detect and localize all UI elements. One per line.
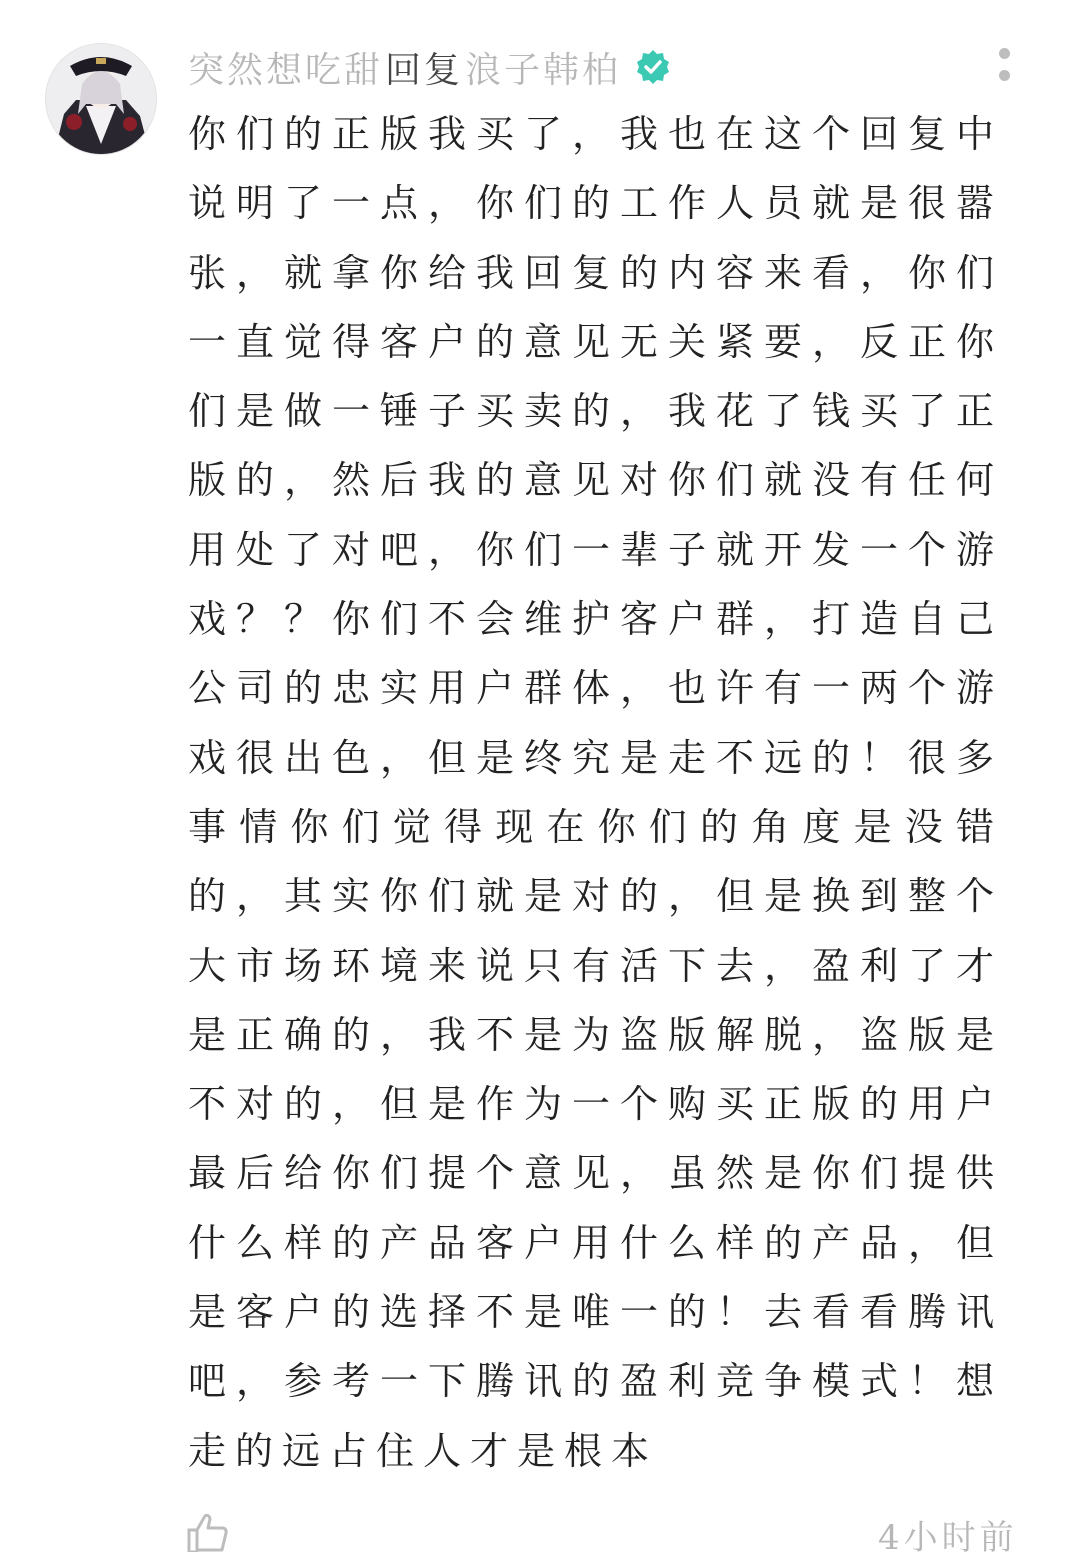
author-name[interactable]: 突然想吃甜	[188, 49, 384, 91]
timestamp: 4小时前	[878, 1518, 1018, 1558]
reply-label: 回复	[385, 49, 464, 91]
user-avatar[interactable]	[46, 44, 156, 154]
thumbs-up-icon[interactable]	[185, 1512, 229, 1552]
avatar-illustration	[46, 44, 156, 154]
verified-check-icon	[635, 49, 671, 85]
more-vertical-icon[interactable]	[995, 46, 1015, 86]
comment-text: 你们的正版我买了，我也在这个回复中说明了一点，你们的工作人员就是很嚣张，就拿你给我回复的内容来看，你们一直觉得客户的意见无关紧要，反正你们是做一锤子买卖的，我花了钱买了正版的，然后我的意见对你们就没有任何用处了对吧，你们一辈子就开发一个游戏？？你们不会维护客户群，打造自己公司的忠实用户群体，也许有一两个游戏很出色，但是终究是走不远的！很多事情你们觉得现在你们的角度是没错的，其实你们就是对的，但是换到整个大市场环境来说只有活下去，盈利了才是正确的，我不是为盗版解脱，盗版是不对的，但是作为一个购买正版的用户最后给你们提个意见，虽然是你们提供什么样的产品客户用什么样的产品，但是客户的选择不是唯一的！去看看腾讯吧，参考一下腾讯的盈利竞争模式！想走的远占住人才是根本	[188, 112, 1003, 1473]
comment-header	[188, 40, 671, 94]
reply-target-name[interactable]: 浪子韩柏	[465, 49, 622, 91]
